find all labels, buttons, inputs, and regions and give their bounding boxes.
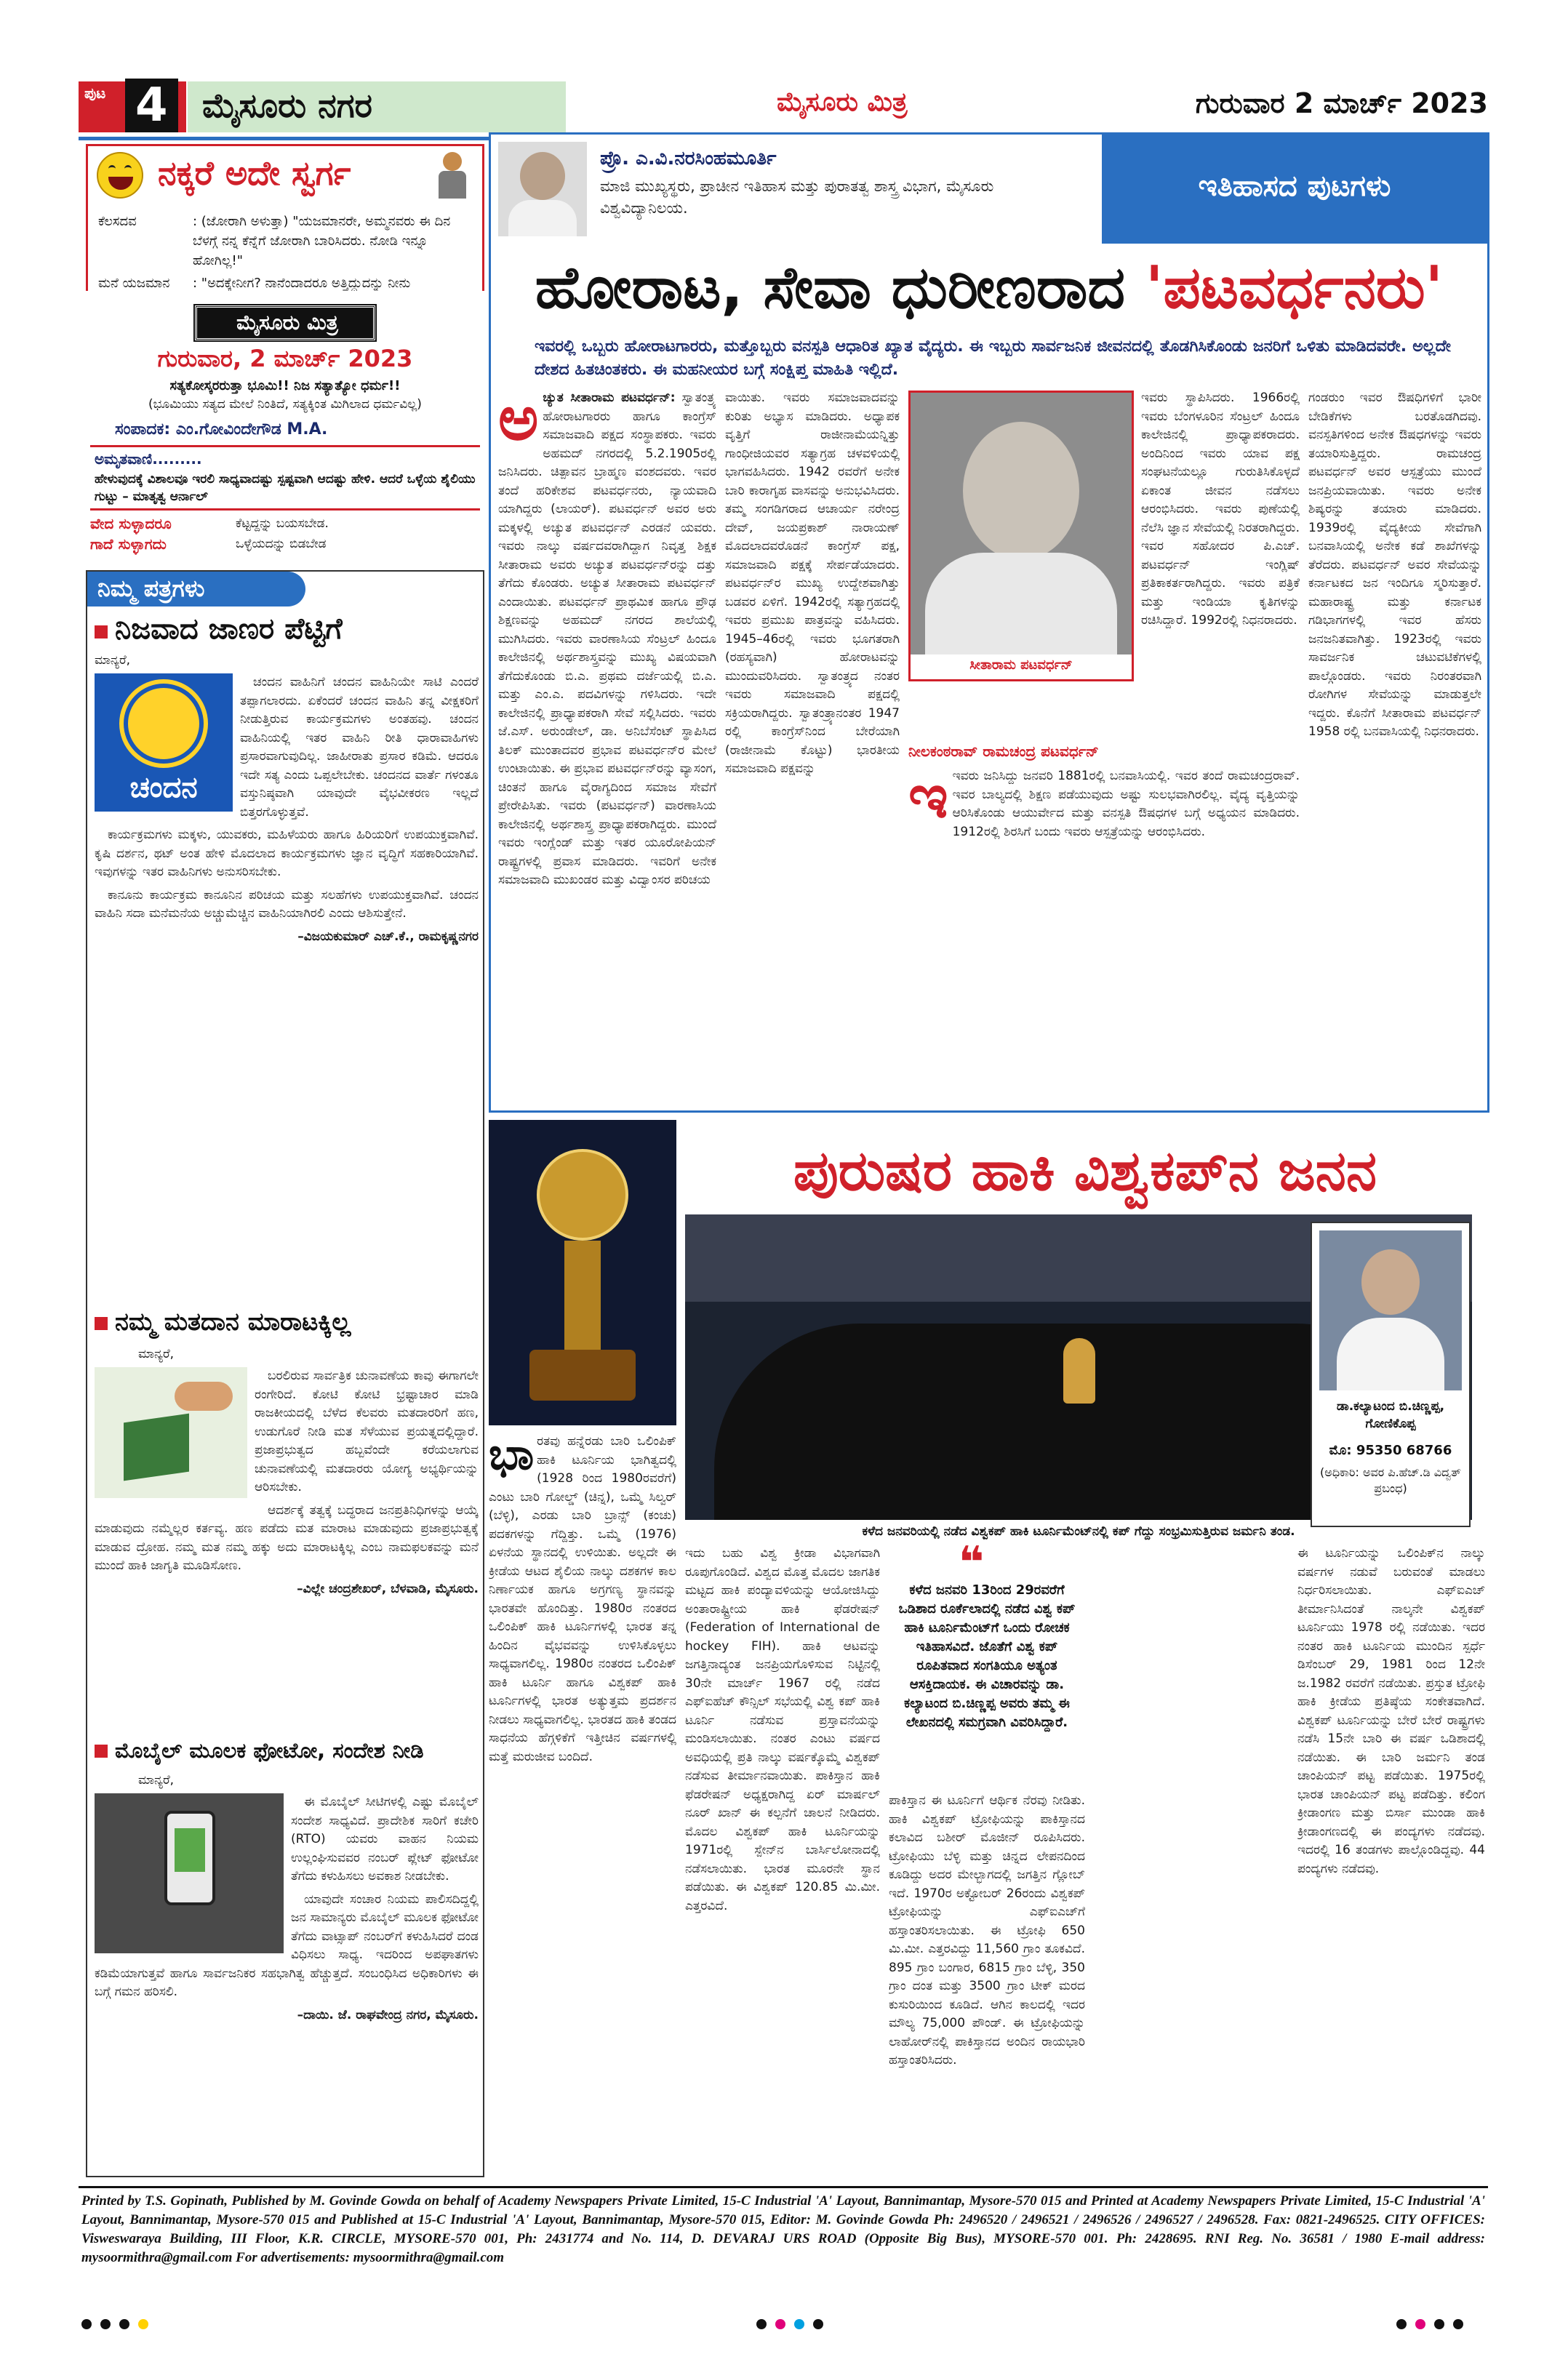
quote-box [90,445,480,511]
hockey-col-2 [685,1545,880,2174]
joke-speaker-2: ಮನೆ ಯಜಮಾನ [98,276,170,291]
letter-1-heading: ನಿಜವಾದ ಜಾಣರ ಪೆಟ್ಟಿಗೆ [115,612,343,646]
hockey-col-3 [889,1792,1085,2174]
letter-1-para-3: ಕಾನೂನು ಕಾರ್ಯಕ್ರಮ ಕಾನೂನಿನ ಪರಿಚಯ ಮತ್ತು ಸಲಹೆಗಳು ಉಪಯುಕ್ತವಾಗಿವೆ. ಚಂದನ ವಾಹಿನಿ ಸದಾ ಮನೆಮನೆಯ ಅಚ್ಚುಮೆಚ್ಚಿನ ವಾಹಿನಿಯಾಗಿರಲಿ ಎಂದು ಆಶಿಸುತ್ತೇನೆ. [95,887,479,921]
headline-part-2: 'ಪಟವರ್ಧನರು' [1145,254,1444,321]
hockey-pull-quote [889,1537,1085,1785]
patwardhan-photo-frame [908,391,1134,681]
letter-1-body [95,673,479,1299]
hockey-col-2-text: ಇದು ಬಹು ವಿಶ್ವ ಕ್ರೀಡಾ ವಿಭಾಗವಾಗಿ ರೂಪುಗೊಂಡಿದೆ. ವಿಶ್ವದ ಮೊತ್ತ ಮೊದಲ ಜಾಗತಿಕ ಮಟ್ಟದ ಹಾಕಿ ಪಂದ್ಯಾವಳಿಯನ್ನು ಆಯೋಜಿಸಿದ್ದು ಅಂತಾರಾಷ್ಟ್ರೀಯ ಹಾಕಿ ಫೆಡರೇಷನ್ (Federation of International de hockey FIH). ಹಾಕಿ ಆಟವನ್ನು ಜಗತ್ತಿನಾದ್ಯಂತ ಜನಪ್ರಿಯಗೊಳಿಸುವ ನಿಟ್ಟಿನಲ್ಲಿ 30ನೇ ಮಾರ್ಚ್ 1967 ರಲ್ಲಿ ನಡೆದ ಎಫ್‌ಐಹೆಚ್ ಕೌನ್ಸಿಲ್ ಸಭೆಯಲ್ಲಿ ವಿಶ್ವ ಕಪ್ ಹಾಕಿ ಟೂರ್ನಿ ನಡೆಸುವ ಪ್ರಸ್ತಾವನೆಯನ್ನು ಮಂಡಿಸಲಾಯಿತು. ನಂತರ ಎಂಟು ವರ್ಷದ ಅವಧಿಯಲ್ಲಿ ಪ್ರತಿ ನಾಲ್ಕು ವರ್ಷಕ್ಕೊಮ್ಮೆ ವಿಶ್ವಕಪ್ ನಡೆಸುವ ತೀರ್ಮಾನವಾಯಿತು. ಪಾಕಿಸ್ತಾನ ಹಾಕಿ ಫೆಡರೇಷನ್ ಅಧ್ಯಕ್ಷರಾಗಿದ್ದ ಏರ್ ಮಾರ್ಷಲ್ ನೂರ್ ಖಾನ್ ಈ ಕಲ್ಪನೆಗೆ ಚಾಲನೆ ನೀಡಿದರು. ಮೊದಲ ವಿಶ್ವಕಪ್ ಹಾಕಿ ಟೂರ್ನಿಯನ್ನು 1971ರಲ್ಲಿ ಸ್ಪೇನ್‌ನ ಬಾರ್ಸಿಲೋನಾದಲ್ಲಿ ನಡೆಸಲಾಯಿತು. ಭಾರತ ಮೂರನೇ ಸ್ಥಾನ ಪಡೆಯಿತು. ಈ ವಿಶ್ವಕಪ್ 120.85 ಮಿ.ಮೀ. ಎತ್ತರವಿದೆ. [685,1546,880,1913]
masthead-date: ಗುರುವಾರ 2 ಮಾರ್ಚ್ 2023 [1195,87,1488,119]
registration-marks-center [756,2318,858,2333]
letter-2-salutation: ಮಾನ್ಯರೆ, [138,1347,175,1361]
hockey-author-card [1311,1222,1471,1527]
history-col-3-text: ಇವರು ಸ್ಥಾಪಿಸಿದರು. 1966ರಲ್ಲಿ ಇವರು ಬೆಂಗಳೂರಿನ ಸೆಂಟ್ರಲ್ ಹಿಂದೂ ಕಾಲೇಜಿನಲ್ಲಿ ಪ್ರಾಧ್ಯಾಪಕರಾದರು. ಅಂದಿನಿಂದ ಇವರು ಯಾವ ಪಕ್ಷ ಸಂಘಟನೆಯಲ್ಲೂ ಗುರುತಿಸಿಕೊಳ್ಳದೆ ಏಕಾಂತ ಜೀವನ ನಡೆಸಲು ಆರಂಭಿಸಿದರು. ಇವರು ಪುಣೆಯಲ್ಲಿ ನೆಲೆಸಿ ಜ್ಞಾನ ಸೇವೆಯಲ್ಲಿ ನಿರತರಾಗಿದ್ದರು. ಇವರ ಸಹೋದರ ಪಿ.ಎಚ್. ಪಟವರ್ಧನ್ ಇಂಗ್ಲಿಷ್ ಪ್ರತಿಕಾಕರ್ತರಾಗಿದ್ದರು. ಇವರು ಪತ್ರಿಕೆ ಮತ್ತು ಇಂಡಿಯಾ ಕೃತಿಗಳನ್ನು ರಚಿಸಿದ್ದಾರೆ. 1992ರಲ್ಲಿ ನಿಧನರಾದರು. [1141,391,1300,628]
history-col-1 [498,389,716,1109]
letter-3-signature: –ದಾಯಿ. ಜೆ. ರಾಘವೇಂದ್ರ ನಗರ, ಮೈಸೂರು. [297,2007,479,2022]
history-col-2 [725,389,900,1109]
hockey-col-3b [1094,1545,1290,2174]
hockey-author-phone: ಮೊ: 95350 68766 [1329,1443,1452,1458]
patwardhan-photo [911,393,1132,654]
letter-2-heading: ನಮ್ಮ ಮತದಾನ ಮಾರಾಟಕ್ಕಿಲ್ಲ [115,1308,351,1337]
hockey-dropcap: ಭಾ [489,1433,535,1480]
registration-marks-left [81,2318,183,2333]
team-trophy-icon [1063,1338,1095,1404]
hockey-photo-caption: ಕಳೆದ ಜನವರಿಯಲ್ಲಿ ನಡೆದ ವಿಶ್ವಕಪ್ ಹಾಕಿ ಟೂರ್ನಿಮೆಂಟ್‌ನಲ್ಲಿ ಕಪ್ ಗೆದ್ದು ಸಂಭ್ರಮಿಸುತ್ತಿರುವ ಜರ್ಮನಿ ತಂಡ. [862,1524,1295,1539]
history-header [491,135,1487,244]
hockey-author-name: ಡಾ.ಕಲ್ಯಾಟಂದ ಬಿ.ಚಿಣ್ಣಪ್ಪ, ಗೋಣಿಕೊಪ್ಪ [1336,1399,1445,1431]
headline-part-1: ಹೋರಾಟ, ಸೇವಾ ಧುರೀಣರಾದ [535,254,1145,321]
letter-2-para-1: ಬರಲಿರುವ ಸಾರ್ವತ್ರಿಕ ಚುನಾವಣೆಯ ಕಾವು ಈಗಾಗಲೇ ರಂಗೇರಿದೆ. ಕೋಟಿ ಕೋಟಿ ಭ್ರಷ್ಟಾಚಾರ ಮಾಡಿ ರಾಜಕೀಯದಲ್ಲಿ ಬೆಳೆದ ಕೆಲವರು ಮತದಾರರಿಗೆ ಹಣ, ಉಡುಗೊರೆ ನೀಡಿ ಮತ ಸೆಳೆಯುವ ಪ್ರಯತ್ನದಲ್ಲಿದ್ದಾರೆ. ಪ್ರಜಾಪ್ರಭುತ್ವದ ಹಬ್ಬವೆಂದೇ ಕರೆಯಲಾಗುವ ಚುನಾವಣೆಯಲ್ಲಿ ಮತದಾರರು ಯೋಗ್ಯ ಅಭ್ಯರ್ಥಿಯನ್ನು ಆರಿಸಬೇಕು. [255,1369,479,1494]
letters-section [86,570,484,2177]
joke-speaker-1: ಕೆಲಸದವ [98,214,137,229]
history-sub-2: ನೀಲಕಂಠರಾವ್ ರಾಮಚಂದ್ರ ಪಟವರ್ಧನ್ [908,742,1099,760]
hockey-col-3-text: ಪಾಕಿಸ್ತಾನ ಈ ಟೂರ್ನಿಗೆ ಆರ್ಥಿಕ ನೆರವು ನೀಡಿತು. ಹಾಕಿ ವಿಶ್ವಕಪ್ ಟ್ರೋಫಿಯನ್ನು ಪಾಕಿಸ್ತಾನದ ಕಲಾವಿದ ಬಶೀರ್ ಮೊಜೀನ್ ರೂಪಿಸಿದರು. ಟ್ರೋಫಿಯು ಬೆಳ್ಳಿ ಮತ್ತು ಚಿನ್ನದ ಲೇಪನದಿಂದ ಕೂಡಿದ್ದು ಅದರ ಮೇಲ್ಭಾಗದಲ್ಲಿ ಜಗತ್ತಿನ ಗ್ಲೋಬ್ ಇದೆ. 1970ರ ಅಕ್ಟೋಬರ್ 26ರಂದು ವಿಶ್ವಕಪ್ ಟ್ರೋಫಿಯನ್ನು ಎಫ್‌ಐಎಚ್‌ಗೆ ಹಸ್ತಾಂತರಿಸಲಾಯಿತು. ಈ ಟ್ರೋಫಿ 650 ಮಿ.ಮೀ. ಎತ್ತರವಿದ್ದು 11,560 ಗ್ರಾಂ ತೂಕವಿದೆ. 895 ಗ್ರಾಂ ಬಂಗಾರ, 6815 ಗ್ರಾಂ ಬೆಳ್ಳಿ, 350 ಗ್ರಾಂ ದಂತ ಮತ್ತು 3500 ಗ್ರಾಂ ಟೀಕ್ ಮರದ ಕುಸುರಿಯಿಂದ ಕೂಡಿದೆ. ಆಗಿನ ಕಾಲದಲ್ಲಿ ಇದರ ಮೌಲ್ಯ 75,000 ಪೌಂಡ್. ಈ ಟ್ರೋಫಿಯನ್ನು ಲಾಹೋರ್‌ನಲ್ಲಿ ಪಾಕಿಸ್ತಾನದ ಅಂದಿನ ರಾಯಭಾರಿ ಹಸ್ತಾಂತರಿಸಿದರು. [889,1793,1085,2067]
proverb-2a: ಗಾದೆ ಸುಳ್ಳಾಗದು [90,535,167,553]
letter-3-body [95,1793,479,2171]
history-dropcap: ಅ [498,389,539,454]
trophy-photo [489,1120,676,1425]
history-article [489,132,1489,1113]
paper-name: ಮೈಸೂರು ಮಿತ್ರ [777,87,908,117]
history-intro: ಇವರಲ್ಲಿ ಒಬ್ಬರು ಹೋರಾಟಗಾರರು, ಮತ್ತೊಬ್ಬರು ವನಸ್ಪತಿ ಆಧಾರಿತ ಖ್ಯಾತ ವೈದ್ಯರು. ಈ ಇಬ್ಬರು ಸಾರ್ವಜನಿಕ ಜೀವನದಲ್ಲಿ ತೊಡಗಿಸಿಕೊಂಡು ಜನರಿಗೆ ಒಳಿತು ಮಾಡಿದವರೇ. ಅಲ್ಲದೇ ದೇಶದ ಹಿತಚಿಂತಕರು. ಈ ಮಹನೀಯರ ಬಗ್ಗೆ ಸಂಕ್ಷಿಪ್ತ ಮಾಹಿತಿ ಇಲ್ಲಿದೆ. [535,337,1451,379]
joke-line-1: : (ಜೋರಾಗಿ ಅಳುತ್ತಾ) "ಯಜಮಾನರೇ, ಅಮ್ಮನವರು ಈ ದಿನ ಬೆಳಗ್ಗೆ ನನ್ನ ಕೆನ್ನೆಗೆ ಜೋರಾಗಿ ಬಾರಿಸಿದರು. ನೋಡಿ ಇನ್ನೂ ಹೋಗಿಲ್ಲ!" [193,214,451,268]
letters-section-header [87,572,305,606]
page-number: 4 [125,79,178,132]
page-number-badge [79,81,186,132]
patwardhan-photo-caption: ಸೀತಾರಾಮ ಪಟವರ್ಧನ್ [969,657,1073,673]
hockey-col-1 [489,1433,676,2174]
letter-3-heading: ಮೊಬೈಲ್ ಮೂಲಕ ಫೋಟೋ, ಸಂದೇಶ ನೀಡಿ [115,1738,424,1763]
info-date: ಗುರುವಾರ, 2 ಮಾರ್ಚ್ 2023 [157,345,413,372]
info-box [86,291,484,560]
page-prefix: ಪುಟ [84,84,106,102]
letter-3-title [95,1738,479,1770]
author-photo [498,142,587,236]
quote-mark-icon: ❝ [959,1537,985,1588]
section-title: ಮೈಸೂರು ನಗರ [202,86,372,125]
hockey-article [489,1120,1489,2182]
cartoon-figure-icon [430,152,473,200]
laughing-face-icon [97,152,143,199]
trophy-globe-icon [537,1149,628,1241]
joke-title: ನಕ್ಕರೆ ಅದೇ ಸ್ವರ್ಗ [158,153,351,193]
letter-1-title [95,612,479,649]
history-col-3b [908,767,1300,1109]
quote-text: ಹೇಳುವುದಕ್ಕೆ ವಿಶಾಲವೂ ಇರಲಿ ಸಾಧ್ಯವಾದಷ್ಟು ಸ್ಪಷ್ಟವಾಗಿ ಆದಷ್ಟು ಹೇಳಿ. ಆದರೆ ಒಳ್ಳೆಯ ಶೈಲಿಯು ಗುಟ್ಟು – ಮಾತೃತ್ವ ಆರ್ನಾಲ್ [95,472,476,504]
trophy-stem [564,1241,601,1350]
letter-2-para-2: ಆದರ್ಶಕ್ಕೆ ತತ್ವಕ್ಕೆ ಬದ್ಧರಾದ ಜನಪ್ರತಿನಿಧಿಗಳನ್ನು ಆಯ್ಕೆ ಮಾಡುವುದು ನಮ್ಮೆಲ್ಲರ ಕರ್ತವ್ಯ. ಹಣ ಪಡೆದು ಮತ ಮಾರಾಟ ಮಾಡುವುದು ಪ್ರಜಾಪ್ರಭುತ್ವಕ್ಕೆ ಮಾಡುವ ದ್ರೋಹ. ನಮ್ಮ ಮತ ನಮ್ಮ ಹಕ್ಕು ಅದು ಮಾರಾಟಕ್ಕಿಲ್ಲ ಎಂಬ ನಾಮಫಲಕವನ್ನು ಮನೆ ಮುಂದೆ ಹಾಕಿ ಜಾಗೃತಿ ಮೂಡಿಸೋಣ. [95,1502,479,1573]
history-col-3b-text: ಇವರು ಜನಿಸಿದ್ದು ಜನವರಿ 1881ರಲ್ಲಿ ಬನವಾಸಿಯಲ್ಲಿ. ಇವರ ತಂದೆ ರಾಮಚಂದ್ರರಾವ್. ಇವರ ಬಾಲ್ಯದಲ್ಲಿ ಶಿಕ್ಷಣ ಪಡೆಯುವುದು ಅಷ್ಟು ಸುಲಭವಾಗಿರಲಿಲ್ಲ. ವೈದ್ಯ ವೃತ್ತಿಯನ್ನು ಆರಿಸಿಕೊಂಡು ಆಯುರ್ವೇದ ಮತ್ತು ವನಸ್ಪತಿ ಔಷಧಗಳ ಬಗ್ಗೆ ಅಧ್ಯಯನ ಮಾಡಿದರು. 1912ರಲ್ಲಿ ಶಿರಸಿಗೆ ಬಂದು ಇವರು ಆಸ್ಪತ್ರೆಯನ್ನು ಆರಂಭಿಸಿದರು. [952,769,1300,839]
joke-title-bar [88,146,482,204]
trophy-base [529,1350,636,1401]
paper-logo: ಮೈಸೂರು ಮಿತ್ರ [236,311,338,335]
joke-line-2: : "ಅದಕ್ಕೇನೀಗ? ನಾನೆಂದಾದರೂ ಅತ್ತಿದ್ದುದನ್ನು ನೀನು [193,276,411,291]
paper-logo-box [195,305,375,340]
history-col-1-text: ಸ್ವಾತಂತ್ರ್ಯ ಹೋರಾಟಗಾರರು ಹಾಗೂ ಕಾಂಗ್ರೆಸ್ ಸಮಾಜವಾದಿ ಪಕ್ಷದ ಸಂಸ್ಥಾಪಕರು. ಇವರು ಅಹಮದ್ ನಗರದಲ್ಲಿ 5.2.1905ರಲ್ಲಿ ಜನಿಸಿದರು. ಚಿತ್ಪಾವನ ಬ್ರಾಹ್ಮಣ ವಂಶದವರು. ಇವರ ತಂದೆ ಹರಿಕೇಶವ ಪಟವರ್ಧನರು, ನ್ಯಾಯವಾದಿ ಯಾಗಿದ್ದರು (ಲಾಯರ್). ಪಟವರ್ಧನ್ ಅವರ ಅರು ಮಕ್ಕಳಲ್ಲಿ ಅಚ್ಯುತ ಪಟವರ್ಧನ್ ಎರಡನೆ ಯವರು. ಇವರು ನಾಲ್ಕು ವರ್ಷದವರಾಗಿದ್ದಾಗ ನಿವೃತ್ತ ಶಿಕ್ಷಕ ಸೀತಾರಾಮ ಅವರು ಅಚ್ಯುತ ಪಟವರ್ಧನ್‌ರನ್ನು ದತ್ತು ತೆಗೆದು ಕೊಂಡರು. ಅಚ್ಯುತ ಸೀತಾರಾಮ ಪಟವರ್ಧನ್ ಎಂದಾಯಿತು. ಪಟವರ್ಧನ್ ಪ್ರಾಥಮಿಕ ಹಾಗೂ ಪ್ರೌಢ ಶಿಕ್ಷಣವನ್ನು ಅಹಮದ್ ನಗರದ ಶಾಲೆಯಲ್ಲಿ ಮುಗಿಸಿದರು. ಇವರು ವಾರಣಾಸಿಯ ಸೆಂಟ್ರಲ್ ಹಿಂದೂ ಕಾಲೇಜಿನಲ್ಲಿ ಅರ್ಥಶಾಸ್ತ್ರವನ್ನು ಮುಖ್ಯ ವಿಷಯವಾಗಿ ತೆಗೆದುಕೊಂಡು ಬಿ.ಎ. ಪ್ರಥಮ ದರ್ಜೆಯಲ್ಲಿ ಬಿ.ಎ. ಮತ್ತು ಎಂ.ಎ. ಪದವಿಗಳನ್ನು ಗಳಿಸಿದರು. ಇದೇ ಕಾಲೇಜಿನಲ್ಲಿ ಪ್ರಾಧ್ಯಾಪಕರಾಗಿ ಸೇವೆ ಸಲ್ಲಿಸಿದರು. ಇವರು ಜೆ.ಎಸ್. ಅರುಂಡೇಲ್, ಡಾ. ಅನಿಬೆಸೆಂಟ್ ಸ್ಥಾಪಿಸಿದ ತಿಲಕ್ ಮುಂತಾದವರ ಪ್ರಭಾವ ಪಟವರ್ಧನ್‌ರ ಮೇಲೆ ಉಂಟಾಯಿತು. ಈ ಪ್ರಭಾವ ಪಟವರ್ಧನ್‌ರನ್ನು ವ್ಯಾಸಂಗ, ಚಿಂತನೆ ಹಾಗೂ ವೈರಾಗ್ಯದಿಂದ ಸಮಾಜ ಸೇವೆಗೆ ಪ್ರೇರೇಪಿಸಿತು. ಇವರು (ಪಟವರ್ಧನ್) ವಾರಣಾಸಿಯ ಕಾಲೇಜಿನಲ್ಲಿ ಅರ್ಥಶಾಸ್ತ್ರ ಪ್ರಾಧ್ಯಾಪಕರಾಗಿದ್ದರು. ಮುಂದೆ ಇವರು ಇಂಗ್ಲೆಂಡ್ ಮತ್ತು ಇತರ ಯೂರೋಪಿಯನ್ ರಾಷ್ಟ್ರಗಳಲ್ಲಿ ಪ್ರವಾಸ ಮಾಡಿದರು. ಇವರಿಗೆ ಅನೇಕ ಸಮಾಜವಾದಿ ಮುಖಂಡರ ಮತ್ತು ವಿದ್ವಾಂಸರ ಪರಿಚಯ [498,391,716,887]
letter-1-para-1: ಚಂದನ ವಾಹಿನಿಗೆ ಚಂದನ ವಾಹಿನಿಯೇ ಸಾಟಿ ಎಂದರೆ ತಪ್ಪಾಗಲಾರದು. ಏಕೆಂದರೆ ಚಂದನ ವಾಹಿನಿ ತನ್ನ ವೀಕ್ಷಕರಿಗೆ ನೀಡುತ್ತಿರುವ ಕಾರ್ಯಕ್ರಮಗಳು ಅಂತಹವು. ಚಂದನ ವಾಹಿನಿಯಲ್ಲಿ ಇತರ ವಾಹಿನಿ ರೀತಿ ಧಾರಾವಾಹಿಗಳು ಪ್ರಸಾರವಾಗುವುದಿಲ್ಲ. ಜಾಹೀರಾತು ಪ್ರಸಾರ ಕಡಿಮೆ. ಆದರೂ ಇದೇ ಸತ್ಯ ಎಂದು ಒಪ್ಪಲೇಬೇಕು. ಚಂದನದ ವಾರ್ತೆ ಗಳಂತೂ ವಸ್ತುನಿಷ್ಠವಾಗಿ ಯಾವುದೇ ವೈಭವೀಕರಣ ಇಲ್ಲದೆ ಬಿತ್ತರಗೊಳ್ಳುತ್ತವೆ. [240,675,479,820]
quote-label: ಅಮೃತವಾಣಿ......... [95,450,202,468]
hockey-headline: ಪುರುಷರ ಹಾಕಿ ವಿಶ್ವಕಪ್‌ನ ಜನನ [793,1138,1377,1203]
info-motto-meaning: (ಭೂಮಿಯು ಸತ್ಯದ ಮೇಲೆ ನಿಂತಿದೆ, ಸತ್ಯಕ್ಕಿಂತ ಮಿಗಿಲಾದ ಧರ್ಮವಿಲ್ಲ) [148,397,422,412]
history-col-4-text: ಗಂಡರುಂ ಇವರ ಔಷಧಿಗಳಿಗೆ ಭಾರೀ ಬೇಡಿಕೆಗಳು ಬರತೊಡಗಿದವು. ವನಸ್ಪತಿಗಳಿಂದ ಅನೇಕ ಔಷಧಗಳನ್ನು ಇವರು ತಯಾರಿಸುತ್ತಿದ್ದರು. ರಾಮಚಂದ್ರ ಪಟವರ್ಧನ್ ಅವರ ಆಸ್ಪತ್ರೆಯು ಮುಂದೆ ಜನಪ್ರಿಯವಾಯಿತು. ಇವರು ಅನೇಕ ಶಿಷ್ಯರನ್ನು ತಯಾರು ಮಾಡಿದರು. 1939ರಲ್ಲಿ ವೈದ್ಯಕೀಯ ಸೇವೆಗಾಗಿ ಬನವಾಸಿಯಲ್ಲಿ ಅನೇಕ ಕಡೆ ಶಾಖೆಗಳನ್ನು ತೆರೆದರು. ಪಟವರ್ಧನ್ ಅವರ ಸೇವೆಯನ್ನು ಕರ್ನಾಟಕದ ಜನ ಇಂದಿಗೂ ಸ್ಮರಿಸುತ್ತಾರೆ. ಮಹಾರಾಷ್ಟ್ರ ಮತ್ತು ಕರ್ನಾಟಕ ಗಡಿಭಾಗಗಳಲ್ಲಿ ಇವರ ಹೆಸರು ಜನಜನಿತವಾಗಿತ್ತು. 1923ರಲ್ಲಿ ಇವರು ಸಾವರ್ಜನಿಕ ಚಟುವಟಿಕೆಗಳಲ್ಲಿ ಪಾಲ್ಗೊಂಡರು. ಇವರು ನಿರಂತರವಾಗಿ ರೋಗಿಗಳ ಸೇವೆಯನ್ನು ಮಾಡುತ್ತಲೇ ಇದ್ದರು. ಕೊನೆಗೆ ಸೀತಾರಾಮ ಪಟವರ್ಧನ್ 1958 ರಲ್ಲಿ ಬನವಾಸಿಯಲ್ಲಿ ನಿಧನರಾದರು. [1308,391,1481,739]
author-name: ಪ್ರೊ. ಎ.ವಿ.ನರಸಿಂಹಮೂರ್ತಿ [600,148,777,169]
chandana-logo-text: ಚಂದನ [129,771,198,804]
letter-1-salutation: ಮಾನ್ಯರೆ, [95,653,131,668]
proverb-2b: ಒಳ್ಳೆಯದನ್ನು ಬಿಡಬೇಡ [236,537,327,551]
hockey-author-note: (ಅಧಿಕಾರಿ: ಅವರ ಪಿ.ಹೆಚ್.ಡಿ ವಿದ್ವತ್ ಪ್ರಬಂಧ) [1320,1465,1461,1495]
history-col-3 [1141,389,1300,738]
author-role: ಮಾಜಿ ಮುಖ್ಯಸ್ಥರು, ಪ್ರಾಚೀನ ಇತಿಹಾಸ ಮತ್ತು ಪುರಾತತ್ವ ಶಾಸ್ತ್ರ ವಿಭಾಗ, ಮೈಸೂರು ವಿಶ್ವವಿದ್ಯಾನಿಲಯ. [600,177,994,217]
letter-2-body [95,1367,479,1731]
section-title-bar [188,81,566,132]
registration-marks-right [1396,2318,1498,2333]
hockey-author-photo [1319,1230,1462,1390]
letter-1-para-2: ಕಾರ್ಯಕ್ರಮಗಳು ಮಕ್ಕಳು, ಯುವಕರು, ಮಹಿಳೆಯರು ಹಾಗೂ ಹಿರಿಯರಿಗೆ ಉಪಯುಕ್ತವಾಗಿವೆ. ಕೃಷಿ ದರ್ಶನ, ಥಟ್ ಅಂತ ಹೇಳಿ ಮೊದಲಾದ ಕಾರ್ಯಕ್ರಮಗಳು ಜ್ಞಾನ ವೃದ್ಧಿಗೆ ಸಹಕಾರಿಯಾಗಿವೆ. ಇವುಗಳನ್ನು ಇತರ ವಾಹಿನಿಗಳು ಅನುಸರಿಸಬೇಕು. [95,828,479,879]
info-motto: ಸತ್ಯಕೋಸ್ಕರರುತ್ತಾ ಭೂಮಿ!! ನಿಜ ಸತ್ಯಾತ್ಯೋ ಧರ್ಮ!! [169,378,401,393]
history-dropcap-2: ಇ [908,767,948,832]
imprint-line: Printed by T.S. Gopinath, Published by M. Govinde Gowda on behalf of Academy Newspapers Private Limited, 15-C Industrial 'A' Layout, Bannimantap, Mysore-570 015 and Printed at Academy Newspapers Private Limited, 15-C Industrial 'A' Layout, Bannimantap, Mysore-570 015 and Published at 15-C Industrial 'A' Layout, Bannimantap, Mysore-570 015, Editor: M. Govinde Gowda Ph: 2496520 / 2496521 / 2496526 / 2496527 / 2496528. Fax: 0821-2496525. CITY OFFICES: Visweswaraya Building, III Floor, K.R. CIRCLE, MYSORE-570 001, Ph: 2431774 and No. 114, D. DEVARAJ URS ROAD (Opposite Big Bus), MYSORE-570 001. Ph: 2428695. RNI Reg. No. 36581 / 1980 E-mail address: mysoormithra@gmail.com For advertisements: mysoormithra@gmail.com [81,2193,1485,2265]
proverb-pair-2 [90,535,480,556]
proverb-pair-1 [90,515,480,535]
info-editor: ಸಂಪಾದಕ: ಎಂ.ಗೋವಿಂದೇಗೌಡ M.A. [115,420,328,439]
proverb-1b: ಕೆಟ್ಟದ್ದನ್ನು ಬಯಸಬೇಡ. [236,516,329,531]
letter-3-para-2: ಯಾವುದೇ ಸಂಚಾರ ನಿಯಮ ಪಾಲಿಸದಿದ್ದಲ್ಲಿ ಜನ ಸಾಮಾನ್ಯರು ಮೊಬೈಲ್ ಮೂಲಕ ಫೋಟೋ ತೆಗೆದು ವಾಟ್ಸಾಪ್ ನಂಬರ್‌ಗೆ ಕಳುಹಿಸಿದರೆ ದಂಡ ವಿಧಿಸಲು ಸಾಧ್ಯ. ಇದರಿಂದ ಅಪಘಾತಗಳು ಕಡಿಮೆಯಾಗುತ್ತವೆ ಹಾಗೂ ಸಾರ್ವಜನಿಕರ ಸಹಭಾಗಿತ್ವ ಹೆಚ್ಚುತ್ತದೆ. ಸಂಬಂಧಿಸಿದ ಅಧಿಕಾರಿಗಳು ಈ ಬಗ್ಗೆ ಗಮನ ಹರಿಸಲಿ. [95,1891,479,1999]
letter-3-salutation: ಮಾನ್ಯರೆ, [138,1773,175,1787]
hockey-col-1-text: ರತವು ಹನ್ನೆರಡು ಬಾರಿ ಒಲಿಂಪಿಕ್ ಹಾಕಿ ಟೂರ್ನಿಯ ಭಾಗಿತ್ವದಲ್ಲಿ (1928 ರಿಂದ 1980ರವರೆಗೆ) ಎಂಟು ಬಾರಿ ಗೋಲ್ಡ್ (ಚಿನ್ನ), ಒಮ್ಮೆ ಸಿಲ್ವರ್ (ಬೆಳ್ಳಿ), ಎರಡು ಬಾರಿ ಬ್ರಾನ್ಸ್ (ಕಂಚು) ಪದಕಗಳನ್ನು ಗೆದ್ದಿತ್ತು. ಒಮ್ಮೆ (1976) ಏಳನೆಯ ಸ್ಥಾನದಲ್ಲಿ ಉಳಿಯಿತು. ಅಲ್ಲದೇ ಈ ಕ್ರೀಡೆಯ ಆಟದ ಶೈಲಿಯ ನಾಲ್ಕು ದಶಕಗಳ ಕಾಲ ನಿರ್ಣಾಯಕ ಹಾಗೂ ಅಗ್ರಗಣ್ಯ ಸ್ಥಾನವನ್ನು ಭಾರತವೇ ಹೊಂದಿತ್ತು. 1980ರ ನಂತರದ ಒಲಿಂಪಿಕ್ ಹಾಕಿ ಟೂರ್ನಿಗಳಲ್ಲಿ ಭಾರತ ತನ್ನ ಹಿಂದಿನ ವೈಭವವನ್ನು ಉಳಿಸಿಕೊಳ್ಳಲು ಸಾಧ್ಯವಾಗಲಿಲ್ಲ. 1980ರ ನಂತರದ ಒಲಿಂಪಿಕ್ ಹಾಕಿ ಟೂರ್ನಿ ಹಾಗೂ ವಿಶ್ವಕಪ್ ಹಾಕಿ ಟೂರ್ನಿಗಳಲ್ಲಿ ಭಾರತ ಅತ್ಯುತ್ತಮ ಪ್ರದರ್ಶನ ನೀಡಲು ಸಾಧ್ಯವಾಗಲಿಲ್ಲ. ಭಾರತದ ಹಾಕಿ ತಂಡದ ಸಾಧನೆಯ ಹೆಗ್ಗಳಿಕೆಗೆ ಇತ್ತೀಚಿನ ವರ್ಷಗಳಲ್ಲಿ ಮತ್ತೆ ಮರುಜೀವ ಬಂದಿದೆ. [489,1434,676,1764]
letter-2-signature: –ವಿಲ್ಲೇ ಚಂದ್ರಶೇಖರ್, ಬೆಳವಾಡಿ, ಮೈಸೂರು. [297,1581,479,1596]
masthead [79,81,1488,132]
letter-3-para-1: ಈ ಮೊಬೈಲ್ ಸೀಟಿಗಳಲ್ಲಿ ಎಷ್ಟು ಮೊಬೈಲ್ ಸಂದೇಶ ಸಾಧ್ಯವಿದೆ. ಪ್ರಾದೇಶಿಕ ಸಾರಿಗೆ ಕಚೇರಿ (RTO) ಯವರು ವಾಹನ ನಿಯಮ ಉಲ್ಲಂಘಿಸುವವರ ನಂಬರ್ ಪ್ಲೇಟ್ ಫೋಟೋ ತೆಗೆದು ಕಳುಹಿಸಲು ಅವಕಾಶ ನೀಡಬೇಕು. [291,1795,479,1883]
footer-rule [79,2186,1488,2188]
series-banner [1102,135,1487,244]
series-title: ಇತಿಹಾಸದ ಪುಟಗಳು [1198,169,1391,203]
proverb-1a: ವೇದ ಸುಳ್ಳಾದರೂ [90,515,172,532]
history-col-2-text: ವಾಯಿತು. ಇವರು ಸಮಾಜವಾದವನ್ನು ಕುರಿತು ಅಭ್ಯಾಸ ಮಾಡಿದರು. ಅಧ್ಯಾಪಕ ವೃತ್ತಿಗೆ ರಾಜೀನಾಮೆಯನ್ನಿತ್ತು ಗಾಂಧೀಜಿಯವರ ಸತ್ಯಾಗ್ರಹ ಚಳವಳಿಯಲ್ಲಿ ಭಾಗವಹಿಸಿದರು. 1942 ರವರೆಗೆ ಅನೇಕ ಬಾರಿ ಕಾರಾಗೃಹ ವಾಸವನ್ನು ಅನುಭವಿಸಿದರು. ತಮ್ಮ ಸಂಗಡಿಗರಾದ ಆಚಾರ್ಯ ನರೇಂದ್ರ ದೇವ್, ಜಯಪ್ರಕಾಶ್ ನಾರಾಯಣ್ ಮೊದಲಾದವರೊಡನೆ ಕಾಂಗ್ರೆಸ್ ಪಕ್ಷ, ಸಮಾಜವಾದಿ ಪಕ್ಷಕ್ಕೆ ಸೇರ್ಪಡೆಯಾದರು. ಪಟವರ್ಧನ್‌ರ ಮುಖ್ಯ ಉದ್ದೇಶವಾಗಿತ್ತು ಬಡವರ ಏಳಿಗೆ. 1942ರಲ್ಲಿ ಸತ್ಯಾಗ್ರಹದಲ್ಲಿ ಇವರು ಪ್ರಮುಖ ಪಾತ್ರವನ್ನು ವಹಿಸಿದರು. 1945–46ರಲ್ಲಿ ಇವರು ಭೂಗತರಾಗಿ (ರಹಸ್ಯವಾಗಿ) ಹೋರಾಟವನ್ನು ಮುಂದುವರಿಸಿದರು. ಸ್ವಾತಂತ್ರ್ಯದ ನಂತರ ಇವರು ಸಮಾಜವಾದಿ ಪಕ್ಷದಲ್ಲಿ ಸಕ್ರಿಯರಾಗಿದ್ದರು. ಸ್ವಾತಂತ್ರ್ಯಾನಂತರ 1947 ರಲ್ಲಿ ಕಾಂಗ್ರೆಸ್‌ನಿಂದ ಬೇರೆಯಾಗಿ (ರಾಜೀನಾಮೆ ಕೊಟ್ಟು) ಭಾರತೀಯ ಸಮಾಜವಾದಿ ಪಕ್ಷವನ್ನು [725,391,900,776]
hockey-col-4 [1297,1545,1485,2174]
history-sub-1: ಚ್ಯುತ ಸೀತಾರಾಮ ಪಟವರ್ಧನ್: [543,391,676,405]
letter-1-signature: –ವಿಜಯಕುಮಾರ್ ಎಚ್.ಕೆ., ರಾಮಕೃಷ್ಣನಗರ [297,929,479,944]
letter-2-title [95,1308,479,1342]
letters-section-title: ನಿಮ್ಮ ಪತ್ರಗಳು [97,575,205,602]
hockey-col-4-text: ಈ ಟೂರ್ನಿಯನ್ನು ಒಲಿಂಪಿಕ್‌ನ ನಾಲ್ಕು ವರ್ಷಗಳ ನಡುವೆ ಬರುವಂತೆ ಮಾಡಲು ನಿರ್ಧರಿಸಲಾಯಿತು. ಎಫ್‌ಐಎಚ್ ತೀರ್ಮಾನಿಸಿದಂತೆ ನಾಲ್ಕನೇ ವಿಶ್ವಕಪ್ ಟೂರ್ನಿಯು 1978 ರಲ್ಲಿ ನಡೆಯಿತು. ಇದರ ನಂತರ ಹಾಕಿ ಟೂರ್ನಿಯ ಮುಂದಿನ ಸ್ಪರ್ಧೆ ಡಿಸೆಂಬರ್ 29, 1981 ರಿಂದ 12ನೇ ಜ.1982 ರವರೆಗೆ ನಡೆಯಿತು. ಪ್ರಸ್ತುತ ಟ್ರೋಫಿ ಹಾಕಿ ಕ್ರೀಡೆಯ ಪ್ರತಿಷ್ಠೆಯ ಸಂಕೇತವಾಗಿದೆ. ವಿಶ್ವಕಪ್ ಟೂರ್ನಿಯನ್ನು ಬೇರೆ ಬೇರೆ ರಾಷ್ಟ್ರಗಳು ನಡೆಸಿ 15ನೇ ಬಾರಿ ಈ ವರ್ಷ ಒಡಿಶಾದಲ್ಲಿ ನಡೆಯಿತು. ಈ ಬಾರಿ ಜರ್ಮನಿ ತಂಡ ಚಾಂಪಿಯನ್ ಪಟ್ಟ ಪಡೆಯಿತು. 1975ರಲ್ಲಿ ಭಾರತ ಚಾಂಪಿಯನ್ ಪಟ್ಟ ಪಡೆದಿತ್ತು. ಕಲಿಂಗ ಕ್ರೀಡಾಂಗಣ ಮತ್ತು ಬಿರ್ಸಾ ಮುಂಡಾ ಹಾಕಿ ಕ್ರೀಡಾಂಗಣದಲ್ಲಿ ಈ ಪಂದ್ಯಗಳು ನಡೆದವು. ಇದರಲ್ಲಿ 16 ತಂಡಗಳು ಪಾಲ್ಗೊಂಡಿದ್ದವು. 44 ಪಂದ್ಯಗಳು ನಡೆದವು. [1297,1546,1485,1876]
hockey-quote-text: ಕಳೆದ ಜನವರಿ 13ರಿಂದ 29ರವರೆಗೆ ಒಡಿಶಾದ ರೂರ್ಕೆಲಾದಲ್ಲಿ ನಡೆದ ವಿಶ್ವ ಕಪ್ ಹಾಕಿ ಟೂರ್ನಿಮೆಂಟ್‌ಗೆ ಒಂದು ರೋಚಕ ಇತಿಹಾಸವಿದೆ. ಜೊತೆಗೆ ವಿಶ್ವ ಕಪ್ ರೂಪಿತವಾದ ಸಂಗತಿಯೂ ಅತ್ಯಂತ ಆಸಕ್ತಿದಾಯಕ. ಈ ವಿಚಾರವನ್ನು ಡಾ. ಕಲ್ಯಾಟಂದ ಬಿ.ಚಿಣ್ಣಪ್ಪ ಅವರು ತಮ್ಮ ಈ ಲೇಖನದಲ್ಲಿ ಸಮಗ್ರವಾಗಿ ವಿವರಿಸಿದ್ದಾರೆ. [898,1582,1076,1730]
history-col-4 [1308,389,1481,1109]
history-headline [491,248,1487,328]
